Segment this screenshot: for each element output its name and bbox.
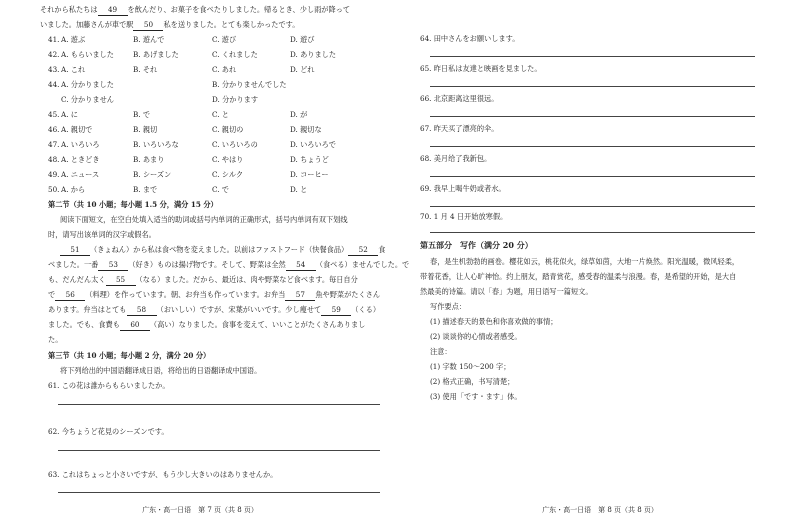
q42-option-d: D. ありました xyxy=(290,50,337,59)
part5-paragraph-3: 然最美的诗篇。请以「春」为题，用日语写一篇短文。 xyxy=(420,287,593,296)
q43-option-d: D. どれ xyxy=(290,65,315,74)
passage-line-3: も、だんだん太く 55 （なる）ました。だから、最近は、肉や野菜など食べます。毎日自分 xyxy=(48,275,358,284)
section3-instruction: 将下列给出的中国语翻译成日语，将给出的日语翻译成中国语。 xyxy=(60,366,262,375)
question-61: 61. この花は誰からもらいましたか。 xyxy=(48,381,170,390)
q50-option-c: C. で xyxy=(212,185,229,194)
passage-line-6: ました。でも、食費も 60 （高い）なりました。食事を変えて、いいことがたくさんありまし xyxy=(48,320,366,329)
note-2: (2) 格式正确，书写清楚； xyxy=(430,377,515,386)
answer-line-68[interactable] xyxy=(430,176,755,177)
blank-51: 51 xyxy=(60,245,90,256)
q47-number: 47. xyxy=(48,140,60,149)
blank-56: 56 xyxy=(55,290,85,301)
section2-heading: 第二节（共 10 小题；每小题 1.5 分，满分 15 分） xyxy=(48,200,218,209)
question-67: 67. 昨天买了漂亮的伞。 xyxy=(420,124,499,133)
exam-page-8 xyxy=(400,0,800,531)
blank-57: 57 xyxy=(285,290,315,301)
passage-line-2: べました。一番 53 （好き）ものは揚げ物です。そして、野菜は全然 54 （食べる）ませんでした。で xyxy=(48,260,410,269)
answer-line-69[interactable] xyxy=(430,206,755,207)
note-3: (3) 使用「です・ます」体。 xyxy=(430,392,522,401)
blank-53: 53 xyxy=(98,260,128,271)
blank-59: 59 xyxy=(321,305,351,316)
q47-option-d: D. いろいろで xyxy=(290,140,336,149)
q47-option-a: A. いろいろ xyxy=(61,140,100,149)
blank-58: 58 xyxy=(127,305,157,316)
section2-instruction-1: 阅读下面短文，在空白处填入适当的助词或括号内单词的正确形式，括号内单词有双下划线 xyxy=(60,215,348,224)
q49-number: 49. xyxy=(48,170,60,179)
q46-option-a: A. 親切で xyxy=(61,125,93,134)
q50-option-d: D. と xyxy=(290,185,308,194)
q47-option-c: C. いろいろの xyxy=(212,140,258,149)
blank-52: 52 xyxy=(348,245,378,256)
answer-line-63[interactable] xyxy=(58,492,380,493)
q50-number: 50. xyxy=(48,185,60,194)
question-64: 64. 田中さんをお願いします。 xyxy=(420,34,520,43)
q45-number: 45. xyxy=(48,110,60,119)
q44-option-a: A. 分かりました xyxy=(61,80,114,89)
blank-54: 54 xyxy=(286,260,316,271)
answer-line-61[interactable] xyxy=(58,404,380,405)
q48-option-a: A. ときどき xyxy=(61,155,100,164)
q42-number: 42. xyxy=(48,50,60,59)
question-70: 70. 1 月 4 日开始放寒假。 xyxy=(420,212,508,221)
answer-line-62[interactable] xyxy=(58,450,380,451)
notes-title: 注意： xyxy=(430,347,452,356)
q43-option-b: B. それ xyxy=(133,65,158,74)
passage-line-7: た。 xyxy=(48,335,63,344)
q44-number: 44. xyxy=(48,80,60,89)
q45-option-b: B. で xyxy=(133,110,151,119)
q49-option-a: A. ニュース xyxy=(61,170,100,179)
q41-option-d: D. 遊び xyxy=(290,35,315,44)
section3-heading: 第三节（共 10 小题；每小题 2 分，满分 20 分） xyxy=(48,351,211,360)
q50-option-a: A. から xyxy=(61,185,86,194)
blank-49: 49 xyxy=(98,5,128,16)
q41-option-a: A. 遊ぶ xyxy=(61,35,86,44)
note-1: (1) 字数 150～200 字； xyxy=(430,362,511,371)
question-68: 68. 美月给了我新包。 xyxy=(420,154,492,163)
question-63: 63. これはちょっと小さいですが、もう少し大きいのはありませんか。 xyxy=(48,470,278,479)
q49-option-c: C. シルク xyxy=(212,170,244,179)
requirement-1: (1) 描述春天的景色和你喜欢做的事情； xyxy=(430,317,558,326)
part5-paragraph-2: 带着花香，让人心旷神怡。约上朋友，踏青赏花，感受春的温柔与浪漫。春，是希望的开始，是大自 xyxy=(420,272,737,281)
q48-option-d: D. ちょうど xyxy=(290,155,329,164)
answer-line-66[interactable] xyxy=(430,116,755,117)
q44-option-b: B. 分かりませんでした xyxy=(212,80,287,89)
question-65: 65. 昨日私は友達と映画を見ました。 xyxy=(420,64,542,73)
question-66: 66. 北京距离这里很远。 xyxy=(420,94,499,103)
q44-option-d: D. 分かります xyxy=(212,95,259,104)
part5-title: 第五部分 写作（满分 20 分） xyxy=(420,240,533,250)
q46-number: 46. xyxy=(48,125,60,134)
q41-option-b: B. 遊んで xyxy=(133,35,165,44)
part5-paragraph-1: 春，是生机勃勃的画卷。樱花如云，桃花似火，绿草如茵，大地一片焕然。阳光温暖，微风轻柔， xyxy=(430,257,740,266)
answer-line-65[interactable] xyxy=(430,86,755,87)
q44-option-c: C. 分かりません xyxy=(61,95,114,104)
story-line-2: いました。加藤さんが車で駅 50 私を送りました。とても楽しかったです。 xyxy=(40,20,300,29)
q48-option-b: B. あまり xyxy=(133,155,165,164)
section2-instruction-2: 时，请写出该单词的汉字或假名。 xyxy=(48,230,156,239)
requirement-2: (2) 谈谈你的心情或者感受。 xyxy=(430,332,522,341)
q46-option-d: D. 親切な xyxy=(290,125,322,134)
question-69: 69. 我早上喝牛奶或者水。 xyxy=(420,184,506,193)
q45-option-c: C. と xyxy=(212,110,229,119)
q41-option-c: C. 遊び xyxy=(212,35,237,44)
q46-option-b: B. 親切 xyxy=(133,125,158,134)
question-62: 62. 今ちょうど花見のシーズンです。 xyxy=(48,427,169,436)
answer-line-70[interactable] xyxy=(430,232,755,233)
q46-option-c: C. 親切の xyxy=(212,125,244,134)
q50-option-b: B. まで xyxy=(133,185,158,194)
q48-option-c: C. やはり xyxy=(212,155,244,164)
q42-option-b: B. あげました xyxy=(133,50,179,59)
q45-option-d: D. が xyxy=(290,110,308,119)
blank-60: 60 xyxy=(120,320,150,331)
q47-option-b: B. いろいろな xyxy=(133,140,179,149)
requirements-title: 写作要点： xyxy=(430,302,466,311)
blank-50: 50 xyxy=(133,20,163,31)
q49-option-b: B. シーズン xyxy=(133,170,172,179)
q49-option-d: D. コーヒー xyxy=(290,170,329,179)
q43-number: 43. xyxy=(48,65,60,74)
q42-option-c: C. くれました xyxy=(212,50,258,59)
answer-line-64[interactable] xyxy=(430,56,755,57)
page-footer-7: 广东・高一日语 第 7 页（共 8 页） xyxy=(142,506,258,514)
page-footer-8: 广东・高一日语 第 8 页（共 8 页） xyxy=(542,506,658,514)
q42-option-a: A. もらいました xyxy=(61,50,114,59)
q43-option-a: A. これ xyxy=(61,65,86,74)
q45-option-a: A. に xyxy=(61,110,78,119)
answer-line-67[interactable] xyxy=(430,146,755,147)
passage-line-1: 51 （きょねん）から私は食べ物を変えました。以前はファストフード（快餐食品） 52 食 xyxy=(60,245,385,256)
passage-line-5: あります。弁当はとても 58 （おいしい）ですが、宋葉がいいです。少し痩せて 59 （くる） xyxy=(48,305,381,314)
story-line-1: それから私たちは 49 を飲んだり、お菓子を食べたりしました。帰るとき、少し雨が降って xyxy=(40,5,351,14)
q48-number: 48. xyxy=(48,155,60,164)
q41-number: 41. xyxy=(48,35,60,44)
passage-line-4: で 56 （料理）を作っています。朝、お弁当も作っています。お弁当 57 魚や野菜がたくさん xyxy=(48,290,381,299)
q43-option-c: C. あれ xyxy=(212,65,237,74)
blank-55: 55 xyxy=(106,275,136,286)
